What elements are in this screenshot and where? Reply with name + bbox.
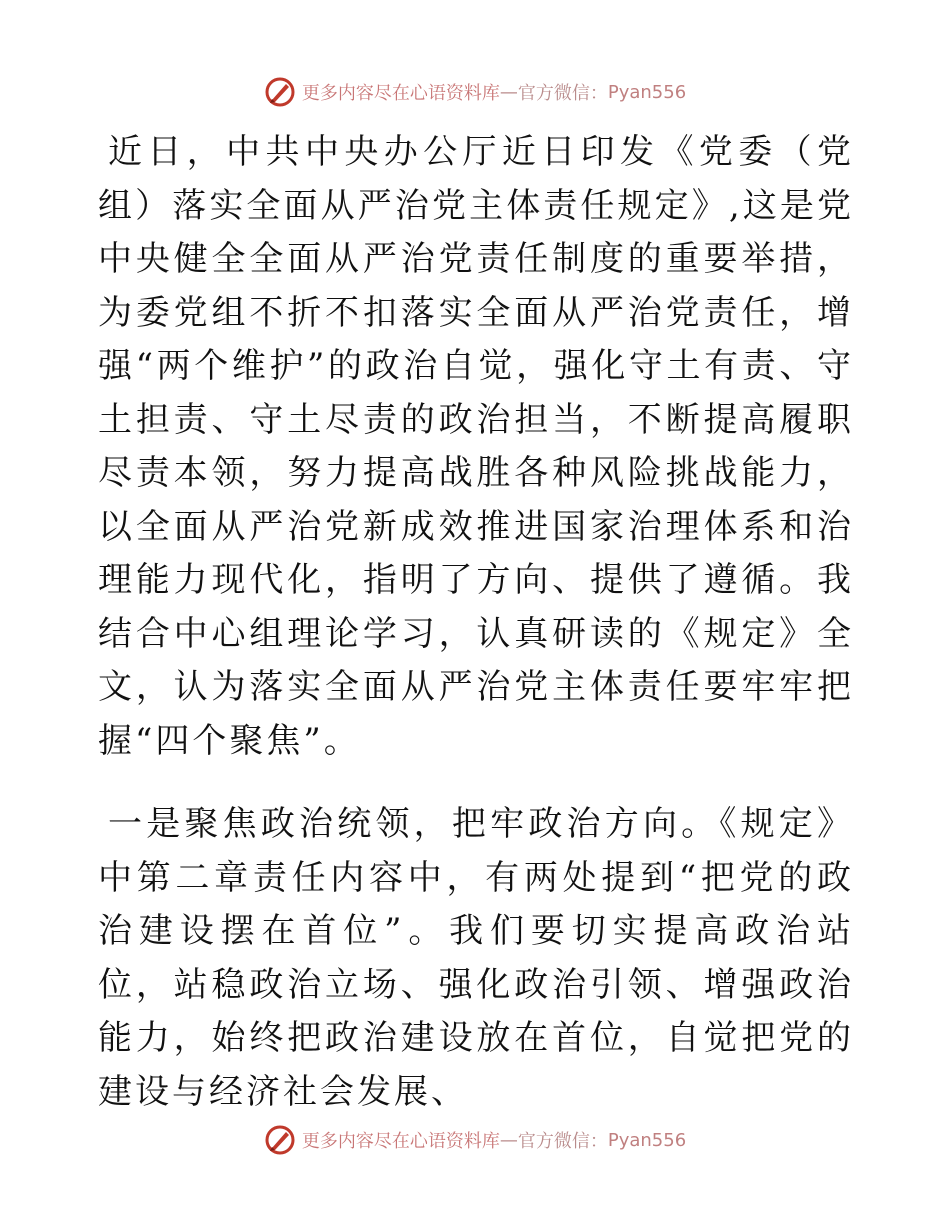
pen-circle-logo-icon <box>264 76 296 108</box>
pen-circle-logo-icon <box>264 1124 296 1156</box>
banner-prefix: 更多内容尽在心语资料库 <box>301 83 500 104</box>
banner-prefix: 更多内容尽在心语资料库 <box>301 1131 500 1152</box>
banner-separator: — <box>499 1129 518 1151</box>
banner-wechat-label: 官方微信： <box>517 83 608 104</box>
footer-watermark-banner <box>0 1120 950 1160</box>
document-body <box>98 126 854 1119</box>
banner-separator: — <box>499 81 518 103</box>
banner-wechat-id: Pyan556 <box>607 1129 687 1151</box>
banner-wechat-id: Pyan556 <box>607 81 687 103</box>
paragraph-point-one: 一是聚焦政治统领，把牢政治方向。《规定》中第二章责任内容中，有两处提到“把党的政治建设摆在首位”。我们要切实提高政治站位，站稳政治立场、强化政治引领、增强政治能力，始终把政治建设放在首位，自觉把党的建设与经济社会发展、 <box>98 804 854 1112</box>
banner-wechat-label: 官方微信： <box>517 1131 608 1152</box>
header-watermark-banner <box>0 72 950 112</box>
paragraph-intro: 近日，中共中央办公厅近日印发《党委（党组）落实全面从严治党主体责任规定》,这是党中央健全全面从严治党责任制度的重要举措，为委党组不折不扣落实全面从严治党责任，增强“两个维护”的政治自觉，强化守土有责、守土担责、守土尽责的政治担当，不断提高履职尽责本领，努力提高战胜各种风险挑战能力，以全面从严治党新成效推进国家治理体系和治理能力现代化，指明了方向、提供了遵循。我结合中心组理论学习，认真研读的《规定》全文，认为落实全面从严治党主体责任要牢牢把握“四个聚焦”。 <box>98 132 854 761</box>
